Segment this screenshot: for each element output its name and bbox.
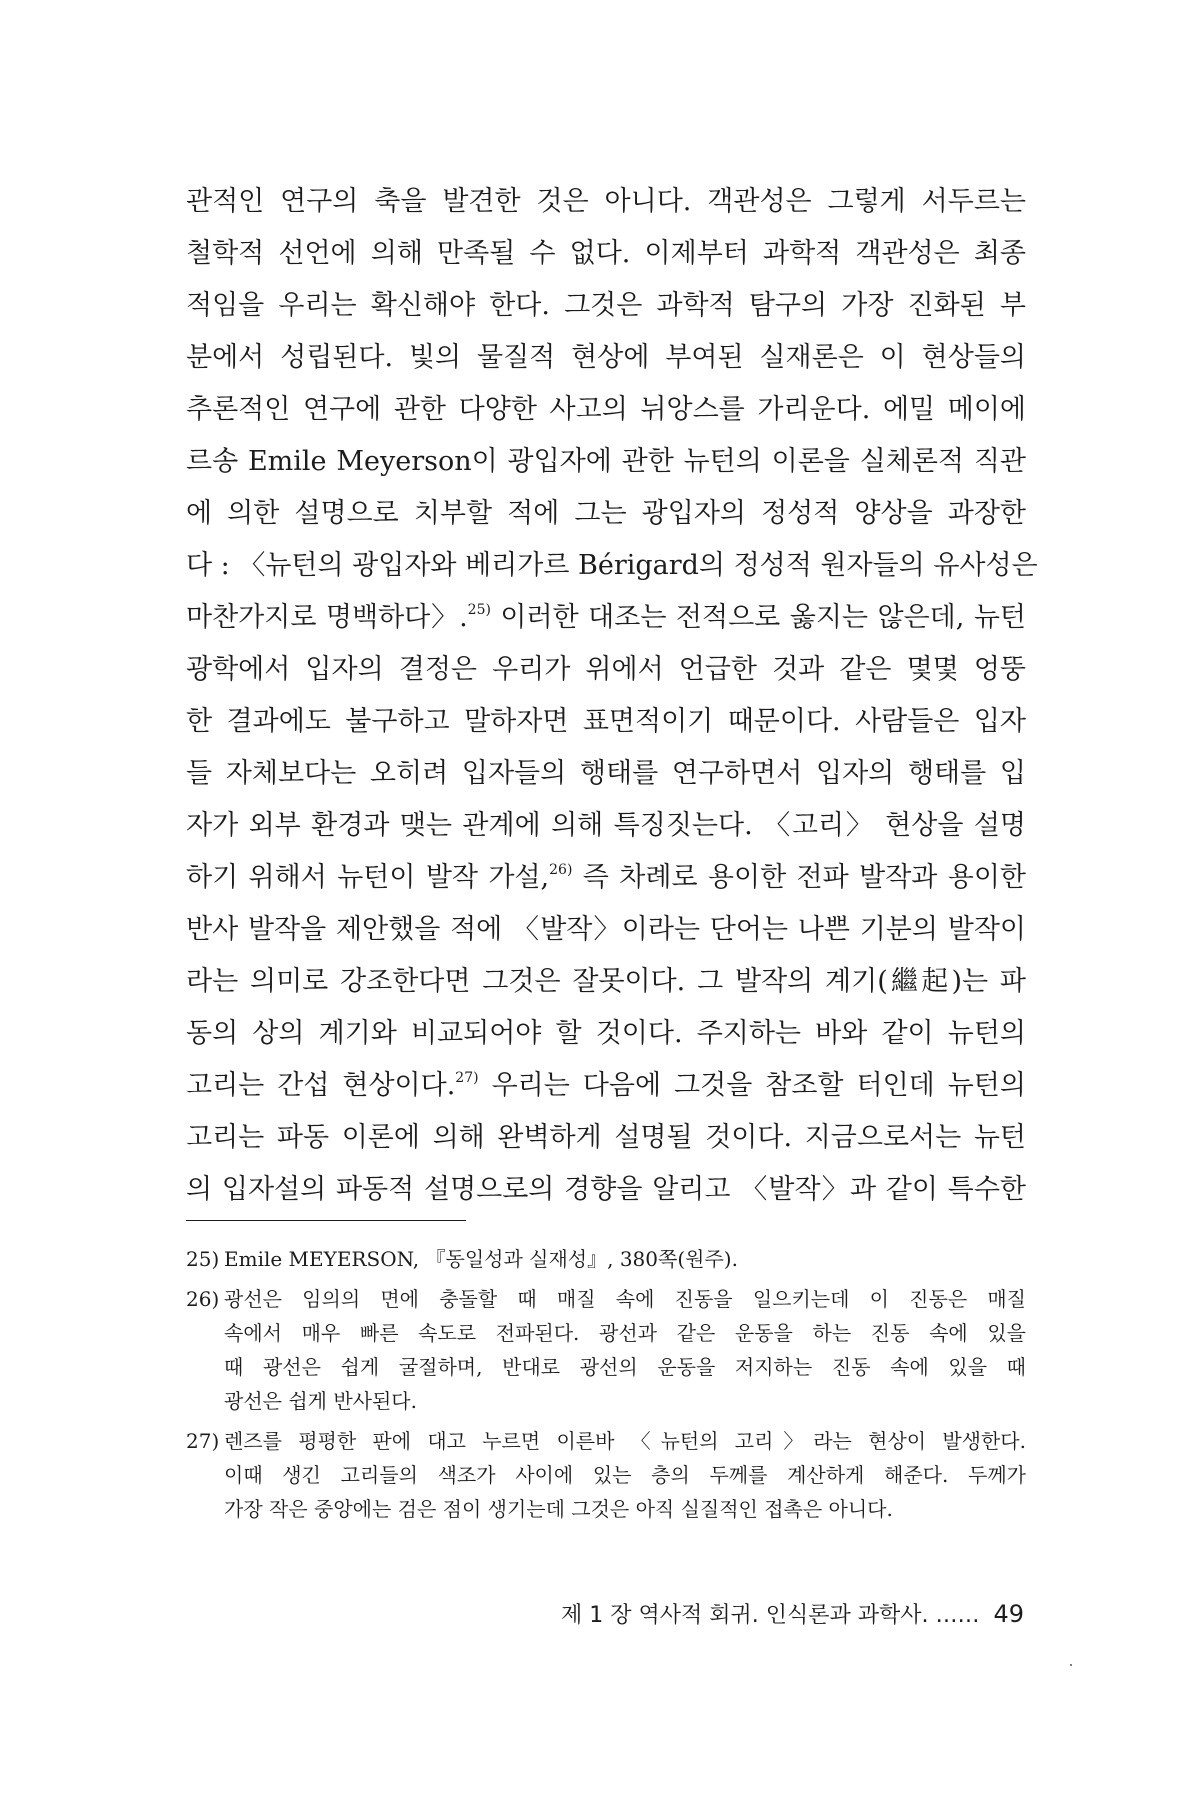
footnote-line (186, 1350, 1026, 1384)
body-line (186, 1112, 1026, 1164)
body-line (186, 1164, 1026, 1216)
footnote-reference[interactable]: 25) (467, 602, 491, 618)
footnote-text: 광선은 임의의 면에 충돌할 때 매질 속에 진동을 일으키는데 이 진동은 매질 (224, 1287, 1026, 1311)
body-text-segment: 즉 차례로 용이한 전파 발작과 용이한 (572, 862, 1026, 893)
body-text-segment: 철학적 선언에 의해 만족될 수 없다. 이제부터 과학적 객관성은 최종 (186, 238, 1026, 269)
body-line (186, 436, 1026, 488)
body-line (186, 592, 1026, 644)
body-text-segment: 광학에서 입자의 결정은 우리가 위에서 언급한 것과 같은 몇몇 엉뚱 (186, 654, 1026, 685)
body-line (186, 956, 1026, 1008)
body-text-segment: 우리는 다음에 그것을 참조할 터인데 뉴턴의 (478, 1070, 1026, 1101)
body-line (186, 852, 1026, 904)
footnote-text: 광선은 쉽게 반사된다. (224, 1389, 417, 1413)
body-line (186, 280, 1026, 332)
body-text-segment: 다 : 〈뉴턴의 광입자와 베리가르 Bérigard의 정성적 원자들의 유사성은 (186, 550, 1038, 581)
footnote-line (186, 1282, 1026, 1316)
footnote-line (186, 1424, 1026, 1458)
body-line (186, 176, 1026, 228)
body-text-segment: 한 결과에도 불구하고 말하자면 표면적이기 때문이다. 사람들은 입자 (186, 706, 1026, 737)
body-text-segment: 자가 외부 환경과 맺는 관계에 의해 특징짓는다. 〈고리〉 현상을 설명 (186, 810, 1026, 841)
body-text-segment: 고리는 파동 이론에 의해 완벽하게 설명될 것이다. 지금으로서는 뉴턴 (186, 1122, 1026, 1153)
footnotes-section (186, 1242, 1026, 1532)
footnote-separator-rule (186, 1220, 466, 1221)
footnote-reference[interactable]: 26) (549, 862, 573, 878)
body-text-segment: 마찬가지로 명백하다〉. (186, 602, 468, 633)
body-line (186, 904, 1026, 956)
footnote-number: 26) (186, 1287, 220, 1311)
running-title: 제 1 장 역사적 회귀. 인식론과 과학사. …… (560, 1603, 980, 1628)
body-text-segment: 에 의한 설명으로 치부할 적에 그는 광입자의 정성적 양상을 과장한 (186, 498, 1026, 529)
footnote-26 (186, 1282, 1026, 1418)
body-line (186, 540, 1038, 592)
body-line (186, 748, 1026, 800)
body-line (186, 1008, 1026, 1060)
body-line (186, 800, 1026, 852)
footnote-reference[interactable]: 27) (455, 1070, 479, 1086)
footnote-text: 속에서 매우 빠른 속도로 전파된다. 광선과 같은 운동을 하는 진동 속에 있을 (224, 1321, 1026, 1345)
body-text-segment: 고리는 간섭 현상이다. (186, 1070, 456, 1101)
body-text-segment: 추론적인 연구에 관한 다양한 사고의 뉘앙스를 가리운다. 에밀 메이에 (186, 394, 1026, 425)
footnote-text: 이때 생긴 고리들의 색조가 사이에 있는 층의 두께를 계산하게 해준다. 두께가 (224, 1463, 1026, 1487)
body-text-segment: 적임을 우리는 확신해야 한다. 그것은 과학적 탐구의 가장 진화된 부 (186, 290, 1026, 321)
page-number: 49 (993, 1600, 1024, 1628)
footnote-text: 가장 작은 중앙에는 검은 점이 생기는데 그것은 아직 실질적인 접촉은 아니다. (224, 1497, 893, 1521)
footnote-line (186, 1492, 1026, 1526)
footnote-line (186, 1458, 1026, 1492)
body-text-segment: 분에서 성립된다. 빛의 물질적 현상에 부여된 실재론은 이 현상들의 (186, 342, 1026, 373)
body-text-segment: 들 자체보다는 오히려 입자들의 행태를 연구하면서 입자의 행태를 입 (186, 758, 1026, 789)
body-text-segment: 반사 발작을 제안했을 적에 〈발작〉이라는 단어는 나쁜 기분의 발작이 (186, 914, 1026, 945)
footnote-27 (186, 1424, 1026, 1526)
footnote-number: 27) (186, 1429, 220, 1453)
body-text-segment: 의 입자설의 파동적 설명으로의 경향을 알리고 〈발작〉과 같이 특수한 (186, 1174, 1026, 1205)
body-line (186, 488, 1026, 540)
footnote-text: 렌즈를 평평한 판에 대고 누르면 이른바 〈뉴턴의 고리〉라는 현상이 발생한다. (224, 1429, 1026, 1453)
body-text-segment: 이러한 대조는 전적으로 옳지는 않은데, 뉴턴 (490, 602, 1026, 633)
body-text-segment: 관적인 연구의 축을 발견한 것은 아니다. 객관성은 그렇게 서두르는 (186, 186, 1026, 217)
running-footer (504, 1594, 1024, 1634)
body-line (186, 644, 1026, 696)
footnote-line (186, 1384, 1026, 1418)
body-text-segment: 동의 상의 계기와 비교되어야 할 것이다. 주지하는 바와 같이 뉴턴의 (186, 1018, 1026, 1049)
footnote-line (186, 1242, 1026, 1276)
body-text-segment: 라는 의미로 강조한다면 그것은 잘못이다. 그 발작의 계기(繼起)는 파 (186, 966, 1026, 997)
footnote-text: 때 광선은 쉽게 굴절하며, 반대로 광선의 운동을 저지하는 진동 속에 있을 때 (224, 1355, 1026, 1379)
body-text-segment: 하기 위해서 뉴턴이 발작 가설, (186, 862, 550, 893)
footnote-text: Emile MEYERSON, 『동일성과 실재성』, 380쪽(원주). (224, 1247, 738, 1271)
scan-speck (1070, 1664, 1072, 1666)
footnote-25 (186, 1242, 1026, 1276)
footnote-number: 25) (186, 1247, 220, 1271)
main-body-text (186, 176, 1038, 1216)
body-text-segment: 르송 Emile Meyerson이 광입자에 관한 뉴턴의 이론을 실체론적 직관 (186, 446, 1026, 477)
body-line (186, 1060, 1026, 1112)
body-line (186, 696, 1026, 748)
footnote-line (186, 1316, 1026, 1350)
body-line (186, 332, 1026, 384)
body-line (186, 384, 1026, 436)
body-line (186, 228, 1026, 280)
